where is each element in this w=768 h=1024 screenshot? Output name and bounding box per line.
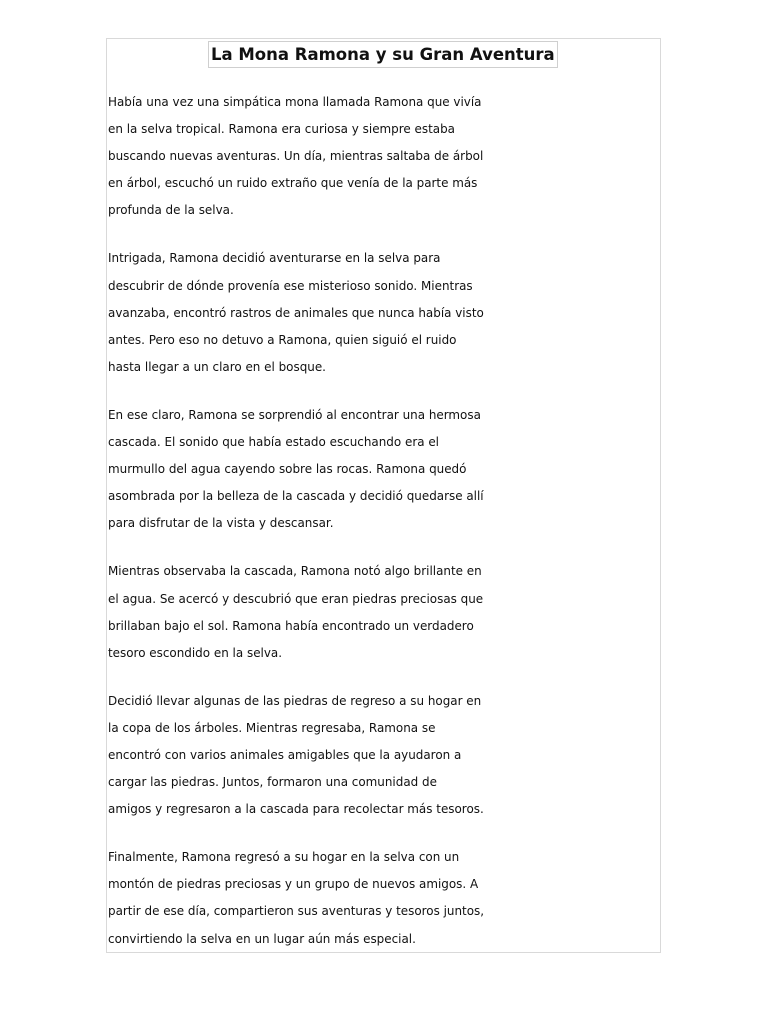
text-line: partir de ese día, compartieron sus aventuras y tesoros juntos, xyxy=(108,904,485,919)
text-line: brillaban bajo el sol. Ramona había encontrado un verdadero xyxy=(108,618,474,633)
text-line: el agua. Se acercó y descubrió que eran piedras preciosas que xyxy=(108,591,484,606)
text-line: En ese claro, Ramona se sorprendió al encontrar una hermosa xyxy=(108,407,481,422)
text-line: la copa de los árboles. Mientras regresaba, Ramona se xyxy=(108,720,436,735)
text-line: Decidió llevar algunas de las piedras de regreso a su hogar en xyxy=(108,693,482,708)
text-line: montón de piedras preciosas y un grupo de nuevos amigos. A xyxy=(108,877,479,892)
text-line: convirtiendo la selva en un lugar aún más especial. xyxy=(108,931,416,946)
text-line: tesoro escondido en la selva. xyxy=(108,645,283,660)
text-line: antes. Pero eso no detuvo a Ramona, quien siguió el ruido xyxy=(108,332,457,347)
text-line: cascada. El sonido que había estado escuchando era el xyxy=(108,435,439,450)
text-line: Intrigada, Ramona decidió aventurarse en la selva para xyxy=(108,251,441,266)
document-page xyxy=(106,38,661,953)
text-line: avanzaba, encontró rastros de animales que nunca había visto xyxy=(108,305,484,320)
text-line: en la selva tropical. Ramona era curiosa y siempre estaba xyxy=(108,122,455,137)
text-line: Había una vez una simpática mona llamada Ramona que vivía xyxy=(108,95,482,109)
text-line: Mientras observaba la cascada, Ramona notó algo brillante en xyxy=(108,564,482,579)
paragraph-2 xyxy=(108,245,666,380)
text-line: cargar las piedras. Juntos, formaron una comunidad de xyxy=(108,775,437,790)
paragraph-3 xyxy=(108,402,666,537)
paragraph-6 xyxy=(108,844,666,952)
text-line: para disfrutar de la vista y descansar. xyxy=(108,516,334,531)
text-line: buscando nuevas aventuras. Un día, mientras saltaba de árbol xyxy=(108,149,484,164)
text-line: profunda de la selva. xyxy=(108,203,234,218)
paragraph-5 xyxy=(108,688,666,823)
text-line: en árbol, escuchó un ruido extraño que venía de la parte más xyxy=(108,176,478,191)
text-line: amigos y regresaron a la cascada para recolectar más tesoros. xyxy=(108,802,484,817)
paragraph-1 xyxy=(108,89,666,224)
text-line: murmullo del agua cayendo sobre las rocas. Ramona quedó xyxy=(108,462,467,477)
text-line: asombrada por la belleza de la cascada y decidió quedarse allí xyxy=(108,489,484,504)
document-body xyxy=(108,89,666,974)
text-line: Finalmente, Ramona regresó a su hogar en la selva con un xyxy=(108,850,460,865)
paragraph-4 xyxy=(108,558,666,666)
text-line: encontró con varios animales amigables que la ayudaron a xyxy=(108,747,462,762)
text-line: descubrir de dónde provenía ese misterioso sonido. Mientras xyxy=(108,278,473,293)
document-title: La Mona Ramona y su Gran Aventura xyxy=(208,41,558,68)
text-line: hasta llegar a un claro en el bosque. xyxy=(108,359,326,374)
